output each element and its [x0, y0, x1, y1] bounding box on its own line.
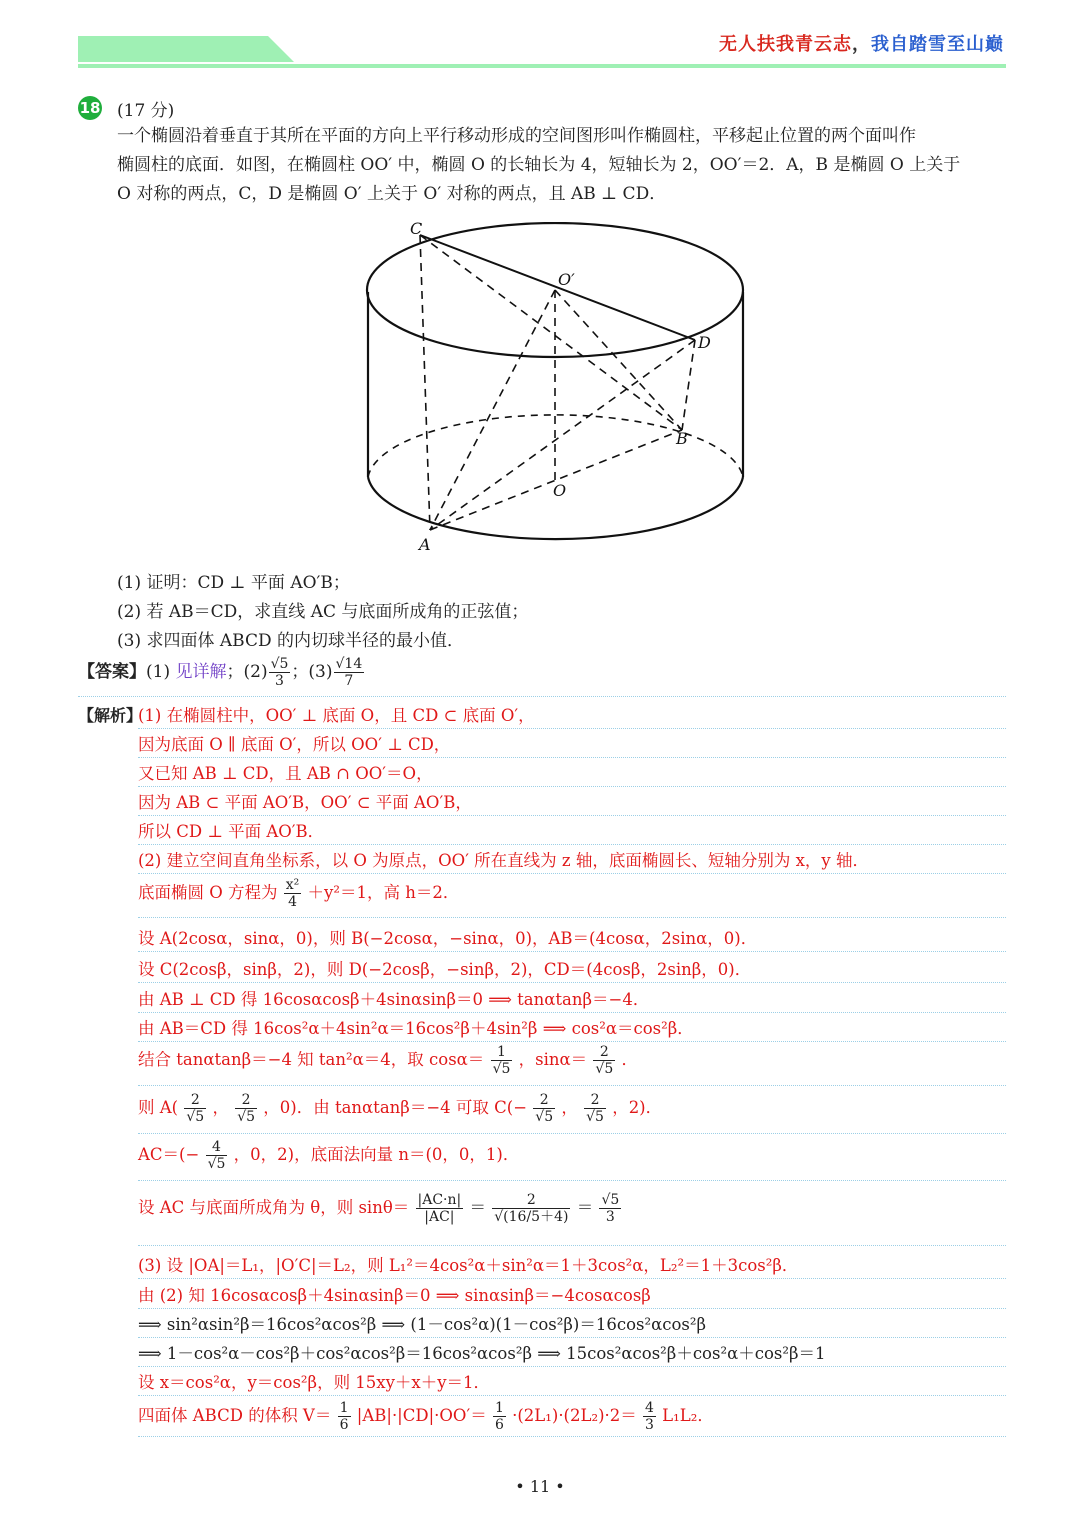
l13-den-1: √5	[186, 1109, 205, 1125]
l7-text-b: ＋y²＝1，高 h＝2．	[307, 883, 460, 902]
slogan-part1: 无人扶我青云志	[719, 34, 852, 55]
answer-p2-num: √5	[270, 656, 289, 672]
l13-fraction-3	[533, 1092, 555, 1125]
analysis-line-13	[138, 1092, 662, 1125]
l14-text-b: ，0，2)，底面法向量 n＝(0，0，1)．	[233, 1145, 520, 1164]
line-separator	[138, 1245, 1006, 1246]
l12-den-1: √5	[492, 1061, 511, 1077]
l21-num-3: 4	[645, 1400, 654, 1416]
l13-num-2: 2	[235, 1092, 257, 1109]
l13-num-4: 2	[584, 1092, 606, 1109]
l15-den-1: |AC|	[424, 1209, 455, 1225]
analysis-line-2: 因为底面 O ∥ 底面 O′，所以 OO′ ⊥ CD，	[138, 735, 451, 754]
line-separator	[138, 786, 1006, 787]
l21-den-2: 6	[494, 1417, 504, 1433]
analysis-line-14	[138, 1139, 519, 1172]
l12-fraction-2	[593, 1044, 615, 1077]
analysis-line-12	[138, 1044, 638, 1077]
l21-den-3: 3	[645, 1417, 654, 1433]
label-O-prime: O′	[558, 270, 575, 289]
question-score: (17 分)	[117, 101, 175, 121]
label-C: C	[410, 222, 423, 238]
l13-text-d: ，2)．	[612, 1098, 663, 1117]
analysis-line-20: 设 x＝cos²α，y＝cos²β，则 15xy＋x＋y＝1．	[138, 1373, 491, 1392]
analysis-line-10: 由 AB ⊥ CD 得 16cosαcosβ＋4sinαsinβ＝0 ⟹ tanαtanβ＝−4．	[138, 990, 650, 1009]
label-D: D	[698, 333, 711, 352]
l21-num-2: 1	[494, 1400, 504, 1416]
l15-num-2: 2	[492, 1192, 570, 1209]
l13-den-3: √5	[535, 1109, 554, 1125]
question-number-badge: 18	[78, 96, 102, 120]
answer-tag: 【答案】	[78, 662, 146, 682]
line-separator	[138, 982, 1006, 983]
page-number: • 11 •	[515, 1477, 565, 1496]
l12-num-1: 1	[491, 1044, 513, 1061]
l15-text-a: 设 AC 与底面所成角为 θ，则 sinθ＝	[138, 1198, 410, 1217]
answer-p1-label: (1)	[146, 662, 171, 682]
line-separator	[138, 844, 1006, 845]
analysis-line-5: 所以 CD ⊥ 平面 AO′B．	[138, 822, 325, 841]
l14-num: 4	[206, 1139, 228, 1156]
l15-fraction-2	[492, 1192, 570, 1225]
question-stem-line3: O 对称的两点，C，D 是椭圆 O′ 上关于 O′ 对称的两点，且 AB ⊥ CD．	[117, 184, 667, 204]
l7-fraction	[284, 877, 302, 910]
analysis-line-8: 设 A(2cosα，sinα，0)，则 B(−2cosα，−sinα，0)，AB＝(4cosα，2sinα，0)．	[138, 929, 758, 948]
analysis-line-16: (3) 设 |OA|＝L₁，|O′C|＝L₂，则 L₁²＝4cos²α＋sin²α＝1＋3cos²α，L₂²＝1＋3cos²β．	[138, 1256, 799, 1275]
analysis-line-21	[138, 1400, 714, 1433]
l7-text-a: 底面椭圆 O 方程为	[138, 883, 278, 902]
l13-text-b: ，	[212, 1098, 229, 1117]
analysis-line-17: 由 (2) 知 16cosαcosβ＋4sinαsinβ＝0 ⟹ sinαsinβ＝−4cosαcosβ	[138, 1286, 651, 1305]
l12-num-2: 2	[593, 1044, 615, 1061]
l21-num-1: 1	[339, 1400, 349, 1416]
slogan-sep: ，	[852, 34, 871, 55]
l13-text-b2: ，	[561, 1098, 578, 1117]
l13-text-c: ，0)．由 tanαtanβ＝−4 可取 C(−	[263, 1098, 528, 1117]
l13-fraction-4	[584, 1092, 606, 1125]
line-separator	[138, 1395, 1006, 1396]
answer-line	[78, 656, 365, 689]
analysis-line-6: (2) 建立空间直角坐标系，以 O 为原点，OO′ 所在直线为 z 轴，底面椭圆长、短轴分别为 x，y 轴．	[138, 851, 869, 870]
line-separator	[138, 815, 1006, 816]
l13-text-a: 则 A(	[138, 1098, 179, 1117]
label-O: O	[553, 481, 567, 500]
l12-text-b: ，sinα＝	[518, 1050, 588, 1069]
l13-den-4: √5	[586, 1109, 604, 1125]
analysis-line-19: ⟹ 1－cos²α－cos²β＋cos²αcos²β＝16cos²αcos²β ⟹ 15cos²αcos²β＋cos²α＋cos²β＝1	[138, 1344, 826, 1363]
l21-fraction-1	[338, 1400, 351, 1433]
analysis-line-7	[138, 877, 459, 910]
l21-den-1: 6	[339, 1417, 349, 1433]
header-slogan	[719, 30, 1004, 56]
l21-text-c: ·(2L₁)·(2L₂)·2＝	[512, 1406, 637, 1425]
l15-den-3: 3	[605, 1209, 615, 1225]
l14-den: √5	[207, 1156, 226, 1172]
analysis-line-18: ⟹ sin²αsin²β＝16cos²αcos²β ⟹ (1－cos²α)(1－cos²β)＝16cos²αcos²β	[138, 1315, 707, 1334]
l21-fraction-2	[493, 1400, 506, 1433]
line-separator	[138, 951, 1006, 952]
l13-num-1: 2	[184, 1092, 206, 1109]
label-A: A	[419, 535, 431, 554]
analysis-line-15: 设 AC 与底面所成角为 θ，则 sinθ＝ $\frac{|AC\cdot n|}{|AC|}$ ＝ $\frac{2}{√(16/5+4)}$ ＝ $\frac{√5}{3}$	[138, 1192, 620, 1225]
answer-separator	[78, 696, 1006, 697]
l15-fraction-1	[416, 1192, 464, 1225]
analysis-line-4: 因为 AB ⊂ 平面 AO′B，OO′ ⊂ 平面 AO′B，	[138, 793, 472, 812]
sub-question-3: (3) 求四面体 ABCD 的内切球半径的最小值．	[117, 631, 465, 651]
analysis-line-11: 由 AB＝CD 得 16cos²α＋4sin²α＝16cos²β＋4sin²β ⟹ cos²α＝cos²β．	[138, 1019, 694, 1038]
line-separator	[138, 1278, 1006, 1279]
line-separator	[138, 1041, 1006, 1042]
answer-sep1: ；	[226, 662, 244, 682]
l12-den-2: √5	[595, 1061, 614, 1077]
line-separator	[138, 1337, 1006, 1338]
l14-text-a: AC＝(−	[138, 1145, 200, 1164]
analysis-tag: 【解析】	[78, 706, 143, 725]
l12-fraction-1	[491, 1044, 513, 1077]
l7-num: x²	[285, 877, 300, 893]
analysis-line-9: 设 C(2cosβ，sinβ，2)，则 D(−2cosβ，−sinβ，2)，CD＝(4cosβ，2sinβ，0)．	[138, 960, 752, 979]
l15-num-3: √5	[601, 1192, 620, 1208]
slogan-part2: 我自踏雪至山巅	[871, 34, 1004, 55]
l13-num-3: 2	[533, 1092, 555, 1109]
l13-den-2: √5	[237, 1109, 256, 1125]
answer-p2-fraction	[269, 656, 291, 689]
analysis-line-3: 又已知 AB ⊥ CD，且 AB ∩ OO′＝O，	[138, 764, 433, 783]
l21-text-a: 四面体 ABCD 的体积 V＝	[138, 1406, 332, 1425]
elliptic-cylinder-figure	[360, 222, 760, 557]
label-B: B	[676, 429, 688, 448]
line-separator	[138, 1133, 1006, 1134]
answer-p2-den: 3	[275, 673, 284, 689]
l15-fraction-3	[599, 1192, 621, 1225]
answer-p3-label: (3)	[308, 662, 333, 682]
line-separator	[138, 757, 1006, 758]
answer-p3-num: √14	[335, 656, 363, 672]
sub-question-2: (2) 若 AB＝CD，求直线 AC 与底面所成角的正弦值；	[117, 602, 529, 622]
line-separator	[138, 917, 1006, 918]
l13-fraction-2	[235, 1092, 257, 1125]
sub-question-1: (1) 证明：CD ⊥ 平面 AO′B；	[117, 573, 350, 593]
l7-den: 4	[288, 894, 297, 910]
line-separator	[138, 1308, 1006, 1309]
line-separator	[138, 873, 1006, 874]
line-separator	[138, 1436, 1006, 1437]
answer-p3-fraction	[334, 656, 365, 689]
l21-fraction-3	[643, 1400, 656, 1433]
l12-text-c: ．	[621, 1050, 638, 1069]
answer-sep2: ；	[291, 662, 309, 682]
l15-den-2: √(16/5＋4)	[494, 1209, 569, 1225]
answer-p3-den: 7	[344, 673, 354, 689]
l21-text-b: |AB|·|CD|·OO′＝	[356, 1406, 487, 1425]
l12-text-a: 结合 tanαtanβ＝−4 知 tan²α＝4，取 cosα＝	[138, 1050, 485, 1069]
answer-p2-label: (2)	[243, 662, 268, 682]
l13-fraction-1	[184, 1092, 206, 1125]
line-separator	[138, 1366, 1006, 1367]
question-stem-line2: 椭圆柱的底面．如图，在椭圆柱 OO′ 中，椭圆 O 的长轴长为 4，短轴长为 2，OO′＝2．A，B 是椭圆 O 上关于	[117, 155, 961, 175]
question-stem-line1: 一个椭圆沿着垂直于其所在平面的方向上平行移动形成的空间图形叫作椭圆柱，平移起止位置的两个面叫作	[117, 126, 916, 146]
analysis-line-1: (1) 在椭圆柱中，OO′ ⊥ 底面 O，且 CD ⊂ 底面 O′，	[138, 706, 535, 725]
line-separator	[138, 1180, 1006, 1181]
answer-p1-text: 见详解	[175, 662, 227, 682]
l15-num-1: |AC·n|	[417, 1192, 462, 1208]
line-separator	[138, 728, 1006, 729]
l14-fraction	[206, 1139, 228, 1172]
line-separator	[138, 1012, 1006, 1013]
l21-text-d: L₁L₂．	[662, 1406, 714, 1425]
line-separator	[138, 1085, 1006, 1086]
